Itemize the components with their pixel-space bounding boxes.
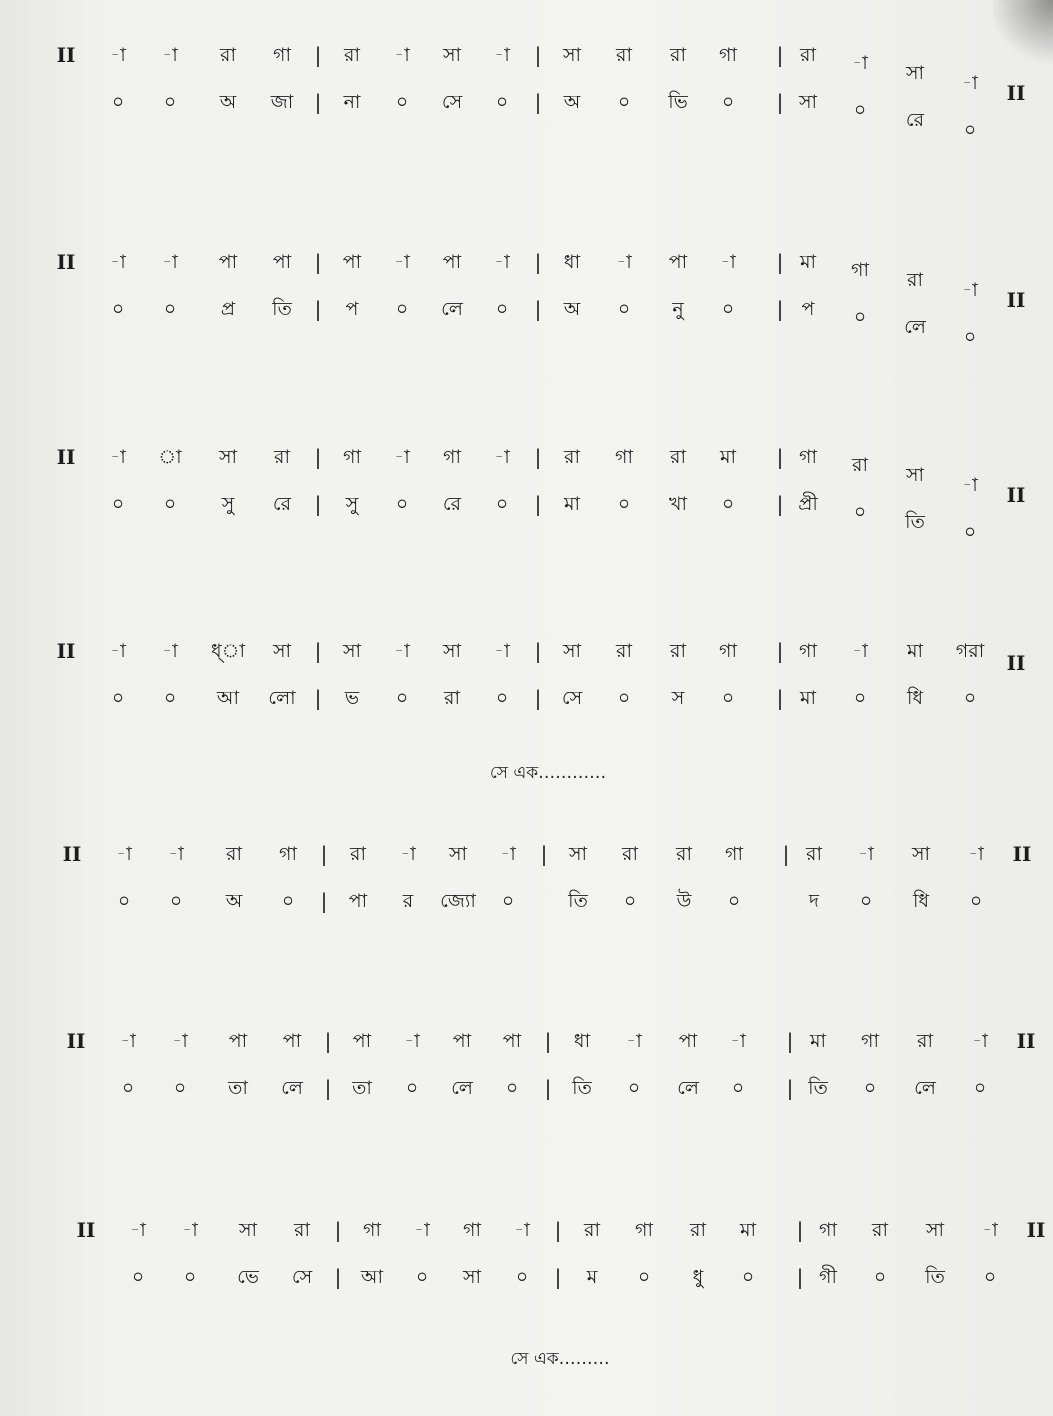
swara-note: পা bbox=[678, 1030, 698, 1052]
bani-syllable: সু bbox=[345, 493, 359, 515]
swara-note: রা bbox=[564, 446, 580, 468]
bar-line: | bbox=[314, 639, 322, 663]
bar-line: | bbox=[324, 1076, 332, 1100]
swara-note: রা bbox=[274, 446, 290, 468]
bani-syllable: মা bbox=[799, 687, 817, 709]
swara-note: -া bbox=[110, 251, 126, 273]
bar-line: | bbox=[544, 1076, 552, 1100]
swara-note: গা bbox=[819, 1219, 837, 1241]
bani-syllable: ০ bbox=[515, 1266, 529, 1288]
swara-note: -া bbox=[400, 843, 416, 865]
bani-syllable: ০ bbox=[863, 1077, 877, 1099]
bani-syllable: অ bbox=[563, 298, 581, 320]
bani-syllable: নু bbox=[672, 298, 684, 320]
bar-line: | bbox=[534, 43, 542, 67]
bani-syllable: ০ bbox=[495, 298, 509, 320]
swara-note: পা bbox=[668, 251, 688, 273]
swara-note: রা bbox=[616, 640, 632, 662]
bani-syllable: অ bbox=[219, 91, 237, 113]
bani-syllable: লে bbox=[451, 1077, 473, 1099]
swara-note: -া bbox=[968, 843, 984, 865]
bani-syllable: তা bbox=[228, 1077, 248, 1099]
bani-syllable: অ bbox=[225, 890, 243, 912]
bani-syllable: রে bbox=[442, 493, 462, 515]
swara-note: পা bbox=[502, 1030, 522, 1052]
swara-note: পা bbox=[342, 251, 362, 273]
swara-note: পা bbox=[228, 1030, 248, 1052]
bani-row bbox=[0, 1260, 1053, 1294]
swara-note: গা bbox=[719, 640, 737, 662]
bar-line: | bbox=[776, 639, 784, 663]
bar-line: | bbox=[314, 43, 322, 67]
swara-note: -া bbox=[110, 446, 126, 468]
bar-line: | bbox=[776, 90, 784, 114]
swara-row bbox=[0, 634, 1053, 675]
swara-row bbox=[0, 38, 1053, 105]
bar-line: | bbox=[796, 1265, 804, 1289]
swara-note: সা bbox=[442, 640, 462, 662]
swara-note: রা bbox=[344, 44, 360, 66]
bani-syllable: খা bbox=[669, 493, 687, 515]
refrain-marker: সে এক………… bbox=[489, 763, 607, 783]
repeat-sign: II bbox=[66, 1029, 86, 1053]
bani-syllable: ০ bbox=[969, 890, 983, 912]
bani-syllable: তা bbox=[352, 1077, 372, 1099]
swara-note: -া bbox=[494, 446, 510, 468]
bani-syllable: ০ bbox=[617, 91, 631, 113]
swara-note: গা bbox=[615, 446, 633, 468]
bar-line: | bbox=[534, 492, 542, 516]
swara-note: গা bbox=[273, 44, 291, 66]
swara-note: মা bbox=[809, 1030, 827, 1052]
bani-syllable: সা bbox=[798, 91, 818, 113]
swara-note: সা bbox=[272, 640, 292, 662]
bani-syllable: ভি bbox=[668, 91, 688, 113]
bani-syllable: ০ bbox=[495, 687, 509, 709]
swara-note: গা bbox=[363, 1219, 381, 1241]
bani-syllable: সে bbox=[441, 91, 463, 113]
bani-syllable: ০ bbox=[983, 1266, 997, 1288]
bar-line: | bbox=[534, 445, 542, 469]
bar-line: | bbox=[314, 686, 322, 710]
repeat-sign: II bbox=[76, 1218, 96, 1242]
repeat-sign: II bbox=[1026, 1218, 1046, 1242]
bani-syllable: ০ bbox=[395, 687, 409, 709]
bani-syllable: তি bbox=[572, 1077, 592, 1099]
swara-note: সা bbox=[568, 843, 588, 865]
repeat-sign: II bbox=[56, 445, 76, 469]
bani-row bbox=[0, 681, 1053, 715]
bani-syllable: ০ bbox=[617, 687, 631, 709]
bani-syllable: লে bbox=[914, 1077, 936, 1099]
swara-note: সা bbox=[905, 464, 925, 486]
bani-syllable: ধি bbox=[906, 687, 924, 709]
bani-row bbox=[0, 1071, 1053, 1105]
bani-syllable: ০ bbox=[853, 306, 867, 328]
bar-line: | bbox=[776, 297, 784, 321]
bani-syllable: ০ bbox=[163, 298, 177, 320]
bani-syllable: ০ bbox=[281, 890, 295, 912]
swara-note: গা bbox=[861, 1030, 879, 1052]
bani-syllable: ০ bbox=[859, 890, 873, 912]
swara-note: রা bbox=[294, 1219, 310, 1241]
swara-note: গরা bbox=[955, 640, 985, 662]
bani-syllable: ০ bbox=[495, 493, 509, 515]
swara-note: -া bbox=[110, 44, 126, 66]
bani-syllable: ০ bbox=[163, 687, 177, 709]
swara-note: রা bbox=[690, 1219, 706, 1241]
bar-line: | bbox=[554, 1265, 562, 1289]
bani-syllable: ০ bbox=[117, 890, 131, 912]
bar-line: | bbox=[314, 90, 322, 114]
bani-syllable: রে bbox=[272, 493, 292, 515]
bani-syllable: ০ bbox=[963, 326, 977, 348]
swara-note: ধ্া bbox=[211, 640, 245, 662]
bar-line: | bbox=[540, 842, 548, 866]
repeat-sign: II bbox=[1006, 81, 1026, 105]
swara-note: সা bbox=[448, 843, 468, 865]
swara-note: রা bbox=[584, 1219, 600, 1241]
swara-note: -া bbox=[852, 52, 868, 74]
bani-syllable: ০ bbox=[495, 91, 509, 113]
swara-note: সা bbox=[911, 843, 931, 865]
swara-note: া bbox=[158, 446, 182, 468]
bani-syllable: ০ bbox=[169, 890, 183, 912]
bani-syllable: ০ bbox=[111, 687, 125, 709]
bani-syllable: ০ bbox=[637, 1266, 651, 1288]
bar-line: | bbox=[334, 1265, 342, 1289]
swara-note: মা bbox=[799, 251, 817, 273]
bar-line: | bbox=[320, 889, 328, 913]
swara-note: -া bbox=[394, 44, 410, 66]
bani-syllable: ০ bbox=[163, 493, 177, 515]
swara-row bbox=[0, 1213, 1053, 1247]
bani-syllable: প্র bbox=[220, 298, 236, 320]
swara-note: ধা bbox=[573, 1030, 591, 1052]
swara-note: পা bbox=[282, 1030, 302, 1052]
swara-note: গা bbox=[463, 1219, 481, 1241]
bani-syllable: ০ bbox=[395, 493, 409, 515]
bani-syllable: ০ bbox=[121, 1077, 135, 1099]
swara-note: -া bbox=[626, 1030, 642, 1052]
swara-note: -া bbox=[162, 251, 178, 273]
swara-note: -া bbox=[962, 474, 978, 496]
bar-line: | bbox=[324, 1029, 332, 1053]
bani-syllable: তি bbox=[808, 1077, 828, 1099]
swara-note: গা bbox=[799, 446, 817, 468]
bani-syllable: ০ bbox=[623, 890, 637, 912]
swara-note: -া bbox=[394, 640, 410, 662]
swara-note: পা bbox=[352, 1030, 372, 1052]
swara-note: রা bbox=[907, 269, 923, 291]
swara-note: রা bbox=[670, 446, 686, 468]
swara-note: গা bbox=[725, 843, 743, 865]
swara-note: -া bbox=[162, 640, 178, 662]
bani-syllable: ০ bbox=[963, 119, 977, 141]
bar-line: | bbox=[534, 250, 542, 274]
swara-note: -া bbox=[494, 44, 510, 66]
bar-line: | bbox=[534, 297, 542, 321]
bani-syllable: ০ bbox=[873, 1266, 887, 1288]
bani-syllable: ০ bbox=[853, 501, 867, 523]
swara-note: -া bbox=[852, 640, 868, 662]
repeat-sign: II bbox=[1016, 1029, 1036, 1053]
bani-row bbox=[0, 292, 1053, 348]
bar-line: | bbox=[776, 250, 784, 274]
bani-row bbox=[0, 487, 1053, 543]
swara-row bbox=[0, 837, 1053, 871]
bani-syllable: লে bbox=[677, 1077, 699, 1099]
bani-syllable: ০ bbox=[405, 1077, 419, 1099]
bani-syllable: রা bbox=[444, 687, 460, 709]
swara-note: রা bbox=[917, 1030, 933, 1052]
bani-syllable: প bbox=[801, 298, 815, 320]
bani-syllable: ০ bbox=[731, 1077, 745, 1099]
bani-syllable: ০ bbox=[617, 493, 631, 515]
bani-syllable: প্রী bbox=[798, 493, 818, 515]
swara-note: গা bbox=[851, 259, 869, 281]
bani-syllable: সু bbox=[221, 493, 235, 515]
bar-line: | bbox=[314, 297, 322, 321]
bani-syllable: তি bbox=[925, 1266, 945, 1288]
bani-syllable: ধু bbox=[692, 1266, 704, 1288]
repeat-sign: II bbox=[1006, 483, 1026, 507]
swara-note: রা bbox=[806, 843, 822, 865]
bani-syllable: রে bbox=[905, 109, 925, 131]
repeat-sign: II bbox=[1006, 651, 1026, 675]
repeat-sign: II bbox=[1006, 288, 1026, 312]
bani-syllable: ০ bbox=[395, 91, 409, 113]
bani-syllable: জা bbox=[270, 91, 294, 113]
bani-syllable: লো bbox=[268, 687, 296, 709]
swara-note: -া bbox=[494, 640, 510, 662]
bar-line: | bbox=[534, 639, 542, 663]
bani-syllable: মা bbox=[563, 493, 581, 515]
swara-note: -া bbox=[172, 1030, 188, 1052]
bar-line: | bbox=[314, 492, 322, 516]
bani-syllable: ম bbox=[586, 1266, 598, 1288]
bani-syllable: জ্যো bbox=[440, 890, 476, 912]
swara-note: -া bbox=[130, 1219, 146, 1241]
bani-syllable: ০ bbox=[415, 1266, 429, 1288]
bani-syllable: ০ bbox=[741, 1266, 755, 1288]
bani-syllable: ০ bbox=[727, 890, 741, 912]
swara-note: গা bbox=[279, 843, 297, 865]
bani-syllable: পা bbox=[348, 890, 368, 912]
bar-line: | bbox=[796, 1218, 804, 1242]
bani-syllable: ০ bbox=[721, 687, 735, 709]
bani-syllable: ০ bbox=[853, 687, 867, 709]
repeat-sign: II bbox=[62, 842, 82, 866]
swara-note: গা bbox=[799, 640, 817, 662]
swara-note: রা bbox=[872, 1219, 888, 1241]
swara-note: গা bbox=[343, 446, 361, 468]
bani-syllable: তি bbox=[905, 511, 925, 533]
bani-syllable: গী bbox=[819, 1266, 837, 1288]
swara-note: পা bbox=[218, 251, 238, 273]
swara-note: -া bbox=[394, 251, 410, 273]
swara-note: সা bbox=[562, 44, 582, 66]
swara-note: গা bbox=[719, 44, 737, 66]
bar-line: | bbox=[776, 445, 784, 469]
swara-note: -া bbox=[116, 843, 132, 865]
bar-line: | bbox=[314, 250, 322, 274]
bani-syllable: ০ bbox=[617, 298, 631, 320]
swara-note: -া bbox=[110, 640, 126, 662]
swara-note: রা bbox=[622, 843, 638, 865]
bar-line: | bbox=[776, 686, 784, 710]
swara-note: গা bbox=[635, 1219, 653, 1241]
swara-note: রা bbox=[350, 843, 366, 865]
bar-line: | bbox=[776, 492, 784, 516]
bani-syllable: দ bbox=[809, 890, 819, 912]
bani-syllable: উ bbox=[676, 890, 692, 912]
bar-line: | bbox=[554, 1218, 562, 1242]
bani-syllable: ০ bbox=[501, 890, 515, 912]
bani-syllable: আ bbox=[216, 687, 240, 709]
bar-line: | bbox=[786, 1076, 794, 1100]
bani-syllable: স bbox=[671, 687, 685, 709]
bar-line: | bbox=[314, 445, 322, 469]
bani-syllable: ০ bbox=[505, 1077, 519, 1099]
bar-line: | bbox=[786, 1029, 794, 1053]
bani-syllable: ০ bbox=[395, 298, 409, 320]
swara-note: -া bbox=[494, 251, 510, 273]
bani-syllable: ০ bbox=[111, 298, 125, 320]
swara-note: মা bbox=[719, 446, 737, 468]
swara-note: সা bbox=[562, 640, 582, 662]
swara-note: -া bbox=[858, 843, 874, 865]
bar-line: | bbox=[320, 842, 328, 866]
swara-note: সা bbox=[925, 1219, 945, 1241]
swara-row bbox=[0, 1024, 1053, 1058]
bani-syllable: ০ bbox=[111, 493, 125, 515]
swara-note: -া bbox=[962, 279, 978, 301]
swara-note: -া bbox=[182, 1219, 198, 1241]
bar-line: | bbox=[776, 43, 784, 67]
swara-note: রা bbox=[852, 454, 868, 476]
bani-syllable: ০ bbox=[853, 99, 867, 121]
swara-note: -া bbox=[394, 446, 410, 468]
bar-line: | bbox=[534, 686, 542, 710]
bani-syllable: ভ bbox=[344, 687, 360, 709]
swara-note: পা bbox=[442, 251, 462, 273]
swara-note: -া bbox=[120, 1030, 136, 1052]
bani-syllable: প bbox=[345, 298, 359, 320]
swara-note: সা bbox=[442, 44, 462, 66]
swara-note: -া bbox=[972, 1030, 988, 1052]
bani-syllable: লে bbox=[904, 316, 926, 338]
swara-note: গা bbox=[443, 446, 461, 468]
swara-note: -া bbox=[514, 1219, 530, 1241]
swara-note: -া bbox=[404, 1030, 420, 1052]
refrain-marker: সে এক……… bbox=[510, 1349, 610, 1369]
repeat-sign: II bbox=[56, 43, 76, 67]
bar-line: | bbox=[334, 1218, 342, 1242]
swara-note: সা bbox=[342, 640, 362, 662]
swara-note: রা bbox=[670, 640, 686, 662]
swara-note: রা bbox=[800, 44, 816, 66]
repeat-sign: II bbox=[56, 639, 76, 663]
bani-syllable: সে bbox=[291, 1266, 313, 1288]
swara-note: -া bbox=[168, 843, 184, 865]
bani-syllable: ০ bbox=[183, 1266, 197, 1288]
bani-syllable: লে bbox=[441, 298, 463, 320]
bani-syllable: ভে bbox=[237, 1266, 259, 1288]
bar-line: | bbox=[782, 842, 790, 866]
bani-syllable: ধি bbox=[912, 890, 930, 912]
swara-note: -া bbox=[500, 843, 516, 865]
bani-syllable: সে bbox=[561, 687, 583, 709]
bani-syllable: ০ bbox=[973, 1077, 987, 1099]
bani-syllable: ০ bbox=[963, 687, 977, 709]
bani-syllable: ০ bbox=[163, 91, 177, 113]
bani-syllable: ০ bbox=[721, 298, 735, 320]
repeat-sign: II bbox=[56, 250, 76, 274]
swara-note: পা bbox=[452, 1030, 472, 1052]
bani-syllable: ০ bbox=[721, 91, 735, 113]
swara-note: -া bbox=[414, 1219, 430, 1241]
swara-note: সা bbox=[238, 1219, 258, 1241]
bani-syllable: লে bbox=[281, 1077, 303, 1099]
bani-syllable: সা bbox=[462, 1266, 482, 1288]
repeat-sign: II bbox=[1012, 842, 1032, 866]
bani-syllable: ০ bbox=[721, 493, 735, 515]
swara-note: -া bbox=[730, 1030, 746, 1052]
swara-note: রা bbox=[220, 44, 236, 66]
bani-syllable: ০ bbox=[131, 1266, 145, 1288]
bani-syllable: ০ bbox=[111, 91, 125, 113]
bani-syllable: তি bbox=[272, 298, 292, 320]
swara-note: রা bbox=[226, 843, 242, 865]
swara-note: সা bbox=[905, 62, 925, 84]
swara-note: রা bbox=[616, 44, 632, 66]
bani-syllable: আ bbox=[360, 1266, 384, 1288]
swara-note: রা bbox=[670, 44, 686, 66]
bani-row bbox=[0, 884, 1053, 918]
bani-syllable: ০ bbox=[963, 521, 977, 543]
swara-note: -া bbox=[982, 1219, 998, 1241]
bani-syllable: তি bbox=[568, 890, 588, 912]
bar-line: | bbox=[534, 90, 542, 114]
bar-line: | bbox=[544, 1029, 552, 1053]
bani-syllable: অ bbox=[563, 91, 581, 113]
swara-note: রা bbox=[676, 843, 692, 865]
bani-syllable: ০ bbox=[173, 1077, 187, 1099]
swara-note: -া bbox=[962, 72, 978, 94]
swara-note: পা bbox=[272, 251, 292, 273]
bani-syllable: ০ bbox=[627, 1077, 641, 1099]
bani-row bbox=[0, 85, 1053, 141]
swara-note: মা bbox=[739, 1219, 757, 1241]
swara-note: ধা bbox=[563, 251, 581, 273]
bani-syllable: না bbox=[343, 91, 361, 113]
swara-note: মা bbox=[906, 640, 924, 662]
swara-note: -া bbox=[162, 44, 178, 66]
swara-note: সা bbox=[218, 446, 238, 468]
bani-syllable: র bbox=[402, 890, 414, 912]
swara-note: -া bbox=[616, 251, 632, 273]
swara-note: -া bbox=[720, 251, 736, 273]
